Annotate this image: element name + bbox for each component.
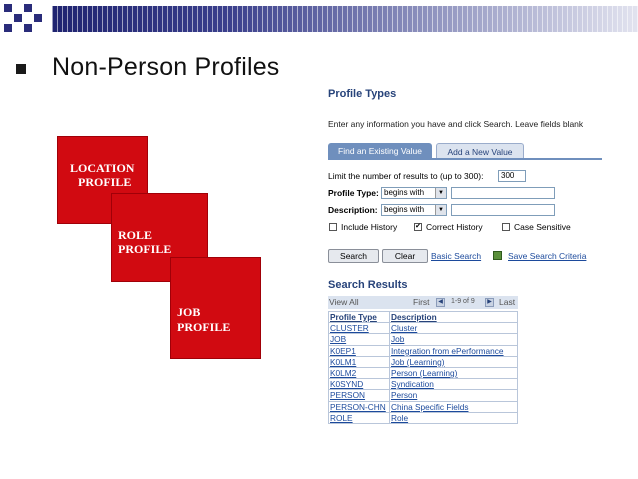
table-row[interactable] bbox=[329, 379, 518, 390]
profile-type-operator-select[interactable] bbox=[381, 187, 447, 199]
page-title: Profile Types bbox=[328, 88, 397, 100]
tab-add-new[interactable]: Add a New Value bbox=[436, 143, 524, 159]
description-label: Description: bbox=[328, 205, 378, 215]
case-sensitive-label: Case Sensitive bbox=[514, 222, 571, 232]
case-sensitive-checkbox[interactable] bbox=[502, 223, 510, 231]
correct-history-label: Correct History bbox=[426, 222, 483, 232]
view-all-link[interactable]: View All bbox=[329, 297, 359, 307]
profile-type-link[interactable]: ROLE bbox=[330, 412, 353, 423]
decor-square bbox=[24, 4, 32, 12]
limit-label: Limit the number of results to (up to 300): bbox=[328, 171, 484, 181]
dropdown-arrow-icon: ▼ bbox=[435, 205, 446, 215]
tab-find-existing[interactable]: Find an Existing Value bbox=[328, 143, 432, 159]
description-operator-select[interactable] bbox=[381, 204, 447, 216]
decor-stripe bbox=[52, 6, 638, 32]
card-line: PROFILE bbox=[177, 320, 231, 334]
slide-title: Non-Person Profiles bbox=[52, 53, 280, 81]
description-link[interactable]: Job bbox=[391, 334, 405, 345]
profile-type-link[interactable]: K0LM2 bbox=[330, 368, 357, 379]
basic-search-link[interactable]: Basic Search bbox=[431, 251, 482, 261]
card-line: PROFILE bbox=[78, 175, 132, 189]
grid-navigation-bar bbox=[328, 296, 518, 309]
profile-type-link[interactable]: K0SYND bbox=[330, 379, 364, 390]
tab-underline bbox=[328, 158, 602, 160]
decor-square bbox=[4, 24, 12, 32]
first-link[interactable]: First bbox=[413, 297, 430, 307]
decor-square bbox=[14, 14, 22, 22]
include-history-label: Include History bbox=[341, 222, 398, 232]
row-range: 1-9 of 9 bbox=[451, 298, 475, 305]
table-row[interactable] bbox=[329, 334, 518, 345]
description-link[interactable]: Integration from ePerformance bbox=[391, 345, 504, 356]
include-history-checkbox[interactable] bbox=[329, 223, 337, 231]
clear-button[interactable]: Clear bbox=[382, 249, 428, 263]
profile-type-link[interactable]: JOB bbox=[330, 334, 347, 345]
profile-type-link[interactable]: PERSON bbox=[330, 390, 366, 401]
description-link[interactable]: Person bbox=[391, 390, 418, 401]
select-value: begins with bbox=[384, 188, 425, 197]
correct-history-checkbox[interactable]: ✔ bbox=[415, 223, 421, 230]
table-row[interactable] bbox=[329, 367, 518, 378]
instructions-text: Enter any information you have and click Search. Leave fields blank bbox=[328, 119, 584, 129]
description-link[interactable]: Person (Learning) bbox=[391, 368, 458, 379]
description-link[interactable]: China Specific Fields bbox=[391, 401, 469, 412]
column-header-description[interactable]: Description bbox=[390, 312, 518, 323]
search-results-title: Search Results bbox=[328, 279, 408, 291]
table-row[interactable] bbox=[329, 390, 518, 401]
description-input[interactable] bbox=[451, 204, 555, 216]
search-results-table bbox=[328, 311, 518, 424]
job-profile-card bbox=[170, 257, 261, 359]
column-header-profile-type[interactable]: Profile Type bbox=[329, 312, 390, 323]
profile-type-link[interactable]: CLUSTER bbox=[330, 323, 369, 334]
profile-type-link[interactable]: K0EP1 bbox=[330, 345, 356, 356]
decor-square bbox=[34, 14, 42, 22]
description-link[interactable]: Cluster bbox=[391, 323, 418, 334]
search-button[interactable]: Search bbox=[328, 249, 379, 263]
card-line: ROLE bbox=[118, 228, 153, 242]
last-link[interactable]: Last bbox=[499, 297, 516, 307]
save-search-criteria-link[interactable]: Save Search Criteria bbox=[508, 251, 587, 261]
decor-square bbox=[24, 24, 32, 32]
table-row[interactable] bbox=[329, 323, 518, 334]
profile-type-input[interactable] bbox=[451, 187, 555, 199]
profile-type-label: Profile Type: bbox=[328, 188, 379, 198]
profile-type-link[interactable]: K0LM1 bbox=[330, 356, 357, 367]
card-line: PROFILE bbox=[118, 242, 172, 256]
table-header-row bbox=[329, 312, 518, 323]
card-line: LOCATION bbox=[70, 161, 135, 175]
previous-arrow-icon[interactable]: ◀ bbox=[436, 298, 445, 307]
bullet-icon bbox=[16, 64, 26, 74]
table-row[interactable] bbox=[329, 345, 518, 356]
profile-type-link[interactable]: PERSON-CHN bbox=[330, 401, 386, 412]
title-decoration bbox=[0, 0, 638, 42]
table-row[interactable] bbox=[329, 356, 518, 367]
table-row[interactable] bbox=[329, 401, 518, 412]
decor-square bbox=[4, 4, 12, 12]
limit-input[interactable]: 300 bbox=[498, 170, 526, 182]
description-link[interactable]: Job (Learning) bbox=[391, 356, 445, 367]
save-icon[interactable] bbox=[493, 251, 502, 260]
table-row[interactable] bbox=[329, 412, 518, 423]
dropdown-arrow-icon: ▼ bbox=[435, 188, 446, 198]
description-link[interactable]: Role bbox=[391, 412, 409, 423]
description-link[interactable]: Syndication bbox=[391, 379, 434, 390]
card-line: JOB bbox=[177, 305, 201, 319]
select-value: begins with bbox=[384, 205, 425, 214]
next-arrow-icon[interactable]: ▶ bbox=[485, 298, 494, 307]
